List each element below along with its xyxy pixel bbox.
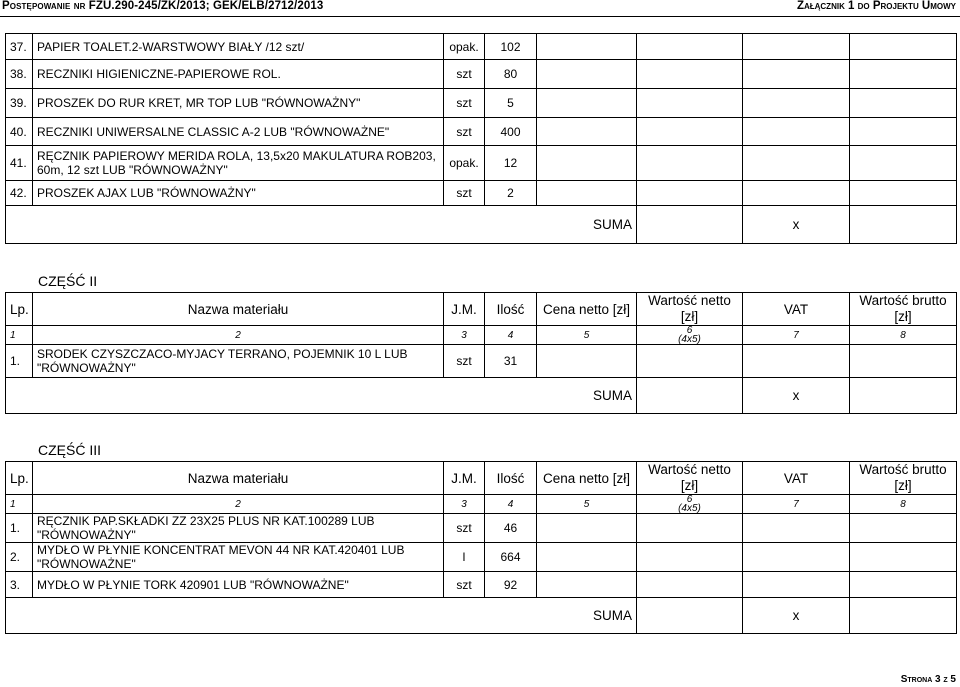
idx-8: 8	[850, 326, 957, 345]
row-name-line2: "RÓWNOWAŻNE"	[37, 557, 136, 571]
row-price-cell[interactable]	[537, 543, 637, 572]
sum-row	[6, 206, 957, 244]
row-name: MYDŁO W PŁYNIE TORK 420901 LUB "RÓWNOWAŻNE"	[33, 572, 444, 598]
row-net-cell[interactable]	[637, 60, 743, 89]
col-header-gross-line1: Wartość brutto	[859, 462, 947, 477]
row-price-cell[interactable]	[537, 60, 637, 89]
row-jm: szt	[444, 345, 485, 378]
row-qty: 46	[485, 514, 537, 543]
row-name: PROSZEK DO RUR KRET, MR TOP LUB "RÓWNOWAŻNY"	[33, 89, 444, 118]
row-qty: 664	[485, 543, 537, 572]
col-header-net	[637, 462, 743, 495]
col-header-jm: J.M.	[444, 293, 485, 326]
row-gross-cell[interactable]	[850, 60, 957, 89]
idx-4: 4	[485, 326, 537, 345]
row-vat-cell[interactable]	[743, 60, 850, 89]
row-gross-cell[interactable]	[850, 514, 957, 543]
table-row	[6, 146, 957, 181]
sum-label: SUMA	[6, 378, 637, 414]
row-name-line1: MYDŁO W PŁYNIE KONCENTRAT MEVON 44 NR KAT.420401 LUB	[37, 543, 405, 557]
idx-6-formula: (4x5)	[678, 334, 701, 345]
table-row	[6, 345, 957, 378]
row-net-cell[interactable]	[637, 345, 743, 378]
col-header-net-line2: [zł]	[680, 478, 699, 493]
row-price-cell[interactable]	[537, 345, 637, 378]
table-row	[6, 60, 957, 89]
row-jm: szt	[444, 89, 485, 118]
row-name-line1: RĘCZNIK PAP.SKŁADKI ZZ 23X25 PLUS NR KAT.100289 LUB	[37, 514, 375, 528]
row-lp: 3.	[6, 572, 33, 598]
col-header-price: Cena netto [zł]	[537, 293, 637, 326]
row-gross-cell[interactable]	[850, 543, 957, 572]
idx-4: 4	[485, 495, 537, 514]
part3-title: CZĘŚĆ III	[38, 442, 102, 458]
row-price-cell[interactable]	[537, 572, 637, 598]
row-name	[33, 514, 444, 543]
row-name-line1: RĘCZNIK PAPIEROWY MERIDA ROLA, 13,5x20 MAKULATURA ROB203,	[37, 149, 436, 163]
sum-gross-cell[interactable]	[850, 598, 957, 634]
row-lp: 1.	[6, 345, 33, 378]
row-net-cell[interactable]	[637, 572, 743, 598]
row-price-cell[interactable]	[537, 146, 637, 181]
row-name-line1: SRODEK CZYSZCZACO-MYJACY TERRANO, POJEMNIK 10 L LUB	[37, 347, 408, 361]
row-qty: 400	[485, 118, 537, 146]
row-name: PAPIER TOALET.2-WARSTWOWY BIAŁY /12 szt/	[33, 34, 444, 60]
row-gross-cell[interactable]	[850, 118, 957, 146]
part3-table	[5, 461, 957, 634]
row-gross-cell[interactable]	[850, 345, 957, 378]
table-row	[6, 543, 957, 572]
row-lp: 38.	[6, 60, 33, 89]
row-net-cell[interactable]	[637, 146, 743, 181]
idx-6-num: 6	[686, 325, 693, 336]
col-header-vat: VAT	[743, 293, 850, 326]
row-jm: szt	[444, 60, 485, 89]
row-qty: 2	[485, 181, 537, 206]
idx-5: 5	[537, 326, 637, 345]
part1-table	[5, 33, 957, 244]
col-header-name: Nazwa materiału	[33, 462, 444, 495]
row-lp: 40.	[6, 118, 33, 146]
row-qty: 12	[485, 146, 537, 181]
idx-6	[637, 495, 743, 514]
row-name	[33, 543, 444, 572]
idx-2: 2	[33, 495, 444, 514]
header-procurement-number: Postępowanie nr FZU.290-245/ZK/2013; GEK/ELB/2712/2013	[2, 0, 324, 12]
table-row	[6, 118, 957, 146]
row-price-cell[interactable]	[537, 514, 637, 543]
row-vat-cell[interactable]	[743, 34, 850, 60]
col-header-net-line1: Wartość netto	[648, 293, 731, 308]
row-name	[33, 146, 444, 181]
row-lp: 42.	[6, 181, 33, 206]
idx-6	[637, 326, 743, 345]
table-row	[6, 181, 957, 206]
idx-7: 7	[743, 495, 850, 514]
row-price-cell[interactable]	[537, 118, 637, 146]
row-vat-cell[interactable]	[743, 572, 850, 598]
row-qty: 80	[485, 60, 537, 89]
col-header-net-line2: [zł]	[680, 309, 699, 324]
row-lp: 1.	[6, 514, 33, 543]
index-row	[6, 326, 957, 345]
row-net-cell[interactable]	[637, 89, 743, 118]
header-divider	[0, 16, 960, 17]
row-jm: opak.	[444, 34, 485, 60]
col-header-gross-line1: Wartość brutto	[859, 293, 947, 308]
col-header-gross-line2: [zł]	[894, 478, 912, 493]
col-header-name: Nazwa materiału	[33, 293, 444, 326]
sum-net-cell[interactable]	[637, 598, 743, 634]
page-number: Strona 3 z 5	[900, 674, 956, 685]
index-row	[6, 495, 957, 514]
idx-2: 2	[33, 326, 444, 345]
row-price-cell[interactable]	[537, 34, 637, 60]
col-header-gross	[850, 462, 957, 495]
sum-vat-x: x	[743, 598, 850, 634]
sum-vat-x: x	[743, 378, 850, 414]
table-row	[6, 89, 957, 118]
row-net-cell[interactable]	[637, 543, 743, 572]
part2-table	[5, 292, 957, 414]
table-row	[6, 572, 957, 598]
sum-label: SUMA	[6, 598, 637, 634]
header-row	[6, 462, 957, 495]
row-jm: szt	[444, 181, 485, 206]
row-net-cell[interactable]	[637, 514, 743, 543]
row-jm: szt	[444, 514, 485, 543]
col-header-qty: Ilość	[485, 293, 537, 326]
col-header-qty: Ilość	[485, 462, 537, 495]
page-header	[0, 0, 960, 16]
col-header-gross-line2: [zł]	[894, 309, 912, 324]
header-attachment-label: Załącznik 1 do Projektu Umowy	[796, 0, 956, 12]
idx-1: 1	[6, 495, 33, 514]
part2-title: CZĘŚĆ II	[38, 273, 98, 289]
col-header-net	[637, 293, 743, 326]
row-vat-cell[interactable]	[743, 118, 850, 146]
idx-3: 3	[444, 326, 485, 345]
row-gross-cell[interactable]	[850, 181, 957, 206]
row-jm: szt	[444, 118, 485, 146]
idx-5: 5	[537, 495, 637, 514]
col-header-price: Cena netto [zł]	[537, 462, 637, 495]
sum-gross-cell[interactable]	[850, 378, 957, 414]
sum-vat-x: x	[743, 206, 850, 244]
row-name-line2: 60m, 12 szt LUB "RÓWNOWAŻNY"	[37, 163, 228, 177]
idx-1: 1	[6, 326, 33, 345]
idx-3: 3	[444, 495, 485, 514]
idx-6-num: 6	[686, 494, 693, 505]
row-jm: opak.	[444, 146, 485, 181]
idx-6-formula: (4x5)	[678, 503, 701, 514]
row-lp: 37.	[6, 34, 33, 60]
row-jm: szt	[444, 572, 485, 598]
row-net-cell[interactable]	[637, 118, 743, 146]
sum-row	[6, 598, 957, 634]
col-header-gross	[850, 293, 957, 326]
header-row	[6, 293, 957, 326]
row-gross-cell[interactable]	[850, 146, 957, 181]
sum-net-cell[interactable]	[637, 206, 743, 244]
row-qty: 102	[485, 34, 537, 60]
row-gross-cell[interactable]	[850, 89, 957, 118]
sum-label: SUMA	[6, 206, 637, 244]
col-header-lp: Lp.	[6, 462, 33, 495]
table-row	[6, 514, 957, 543]
col-header-jm: J.M.	[444, 462, 485, 495]
row-vat-cell[interactable]	[743, 89, 850, 118]
idx-8: 8	[850, 495, 957, 514]
col-header-lp: Lp.	[6, 293, 33, 326]
row-vat-cell[interactable]	[743, 514, 850, 543]
row-name-line2: "RÓWNOWAŻNY"	[37, 361, 136, 375]
row-vat-cell[interactable]	[743, 146, 850, 181]
idx-7: 7	[743, 326, 850, 345]
row-name: PROSZEK AJAX LUB "RÓWNOWAŻNY"	[33, 181, 444, 206]
row-lp: 41.	[6, 146, 33, 181]
row-name	[33, 345, 444, 378]
row-name-line2: "RÓWNOWAŻNY"	[37, 528, 136, 542]
sum-row	[6, 378, 957, 414]
row-name: RECZNIKI HIGIENICZNE-PAPIEROWE ROL.	[33, 60, 444, 89]
sum-net-cell[interactable]	[637, 378, 743, 414]
row-vat-cell[interactable]	[743, 181, 850, 206]
col-header-net-line1: Wartość netto	[648, 462, 731, 477]
sum-gross-cell[interactable]	[850, 206, 957, 244]
row-lp: 2.	[6, 543, 33, 572]
row-net-cell[interactable]	[637, 34, 743, 60]
row-qty: 31	[485, 345, 537, 378]
row-price-cell[interactable]	[537, 181, 637, 206]
row-name: RECZNIKI UNIWERSALNE CLASSIC A-2 LUB "RÓWNOWAŻNE"	[33, 118, 444, 146]
row-lp: 39.	[6, 89, 33, 118]
row-price-cell[interactable]	[537, 89, 637, 118]
row-net-cell[interactable]	[637, 181, 743, 206]
col-header-vat: VAT	[743, 462, 850, 495]
row-gross-cell[interactable]	[850, 34, 957, 60]
row-jm: l	[444, 543, 485, 572]
row-qty: 92	[485, 572, 537, 598]
row-qty: 5	[485, 89, 537, 118]
row-vat-cell[interactable]	[743, 345, 850, 378]
row-vat-cell[interactable]	[743, 543, 850, 572]
table-row	[6, 34, 957, 60]
row-gross-cell[interactable]	[850, 572, 957, 598]
